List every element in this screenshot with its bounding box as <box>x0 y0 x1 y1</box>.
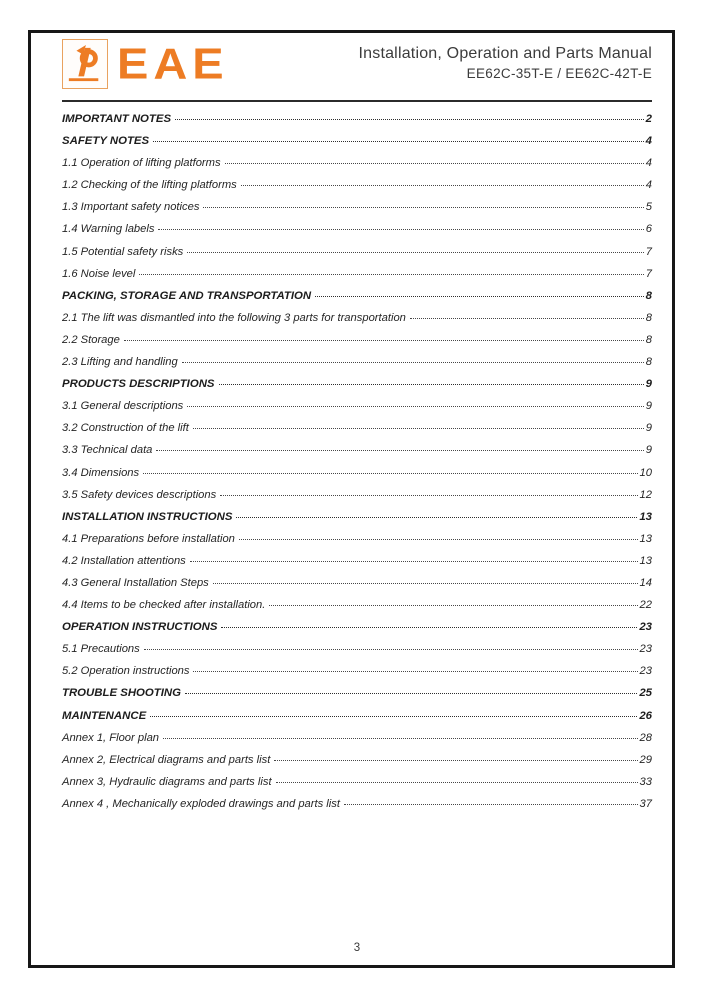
toc-entry-page: 8 <box>645 311 652 324</box>
model-numbers: EE62C-35T-E / EE62C-42T-E <box>466 66 652 81</box>
toc-entry-page: 14 <box>639 576 652 589</box>
toc-entry[interactable] <box>62 356 652 378</box>
toc-leader-dots <box>274 760 637 761</box>
toc-entry-page: 28 <box>639 731 652 744</box>
header-divider <box>62 100 652 102</box>
toc-entry-label: 3.5 Safety devices descriptions <box>62 488 217 501</box>
toc-entry-label: 1.3 Important safety notices <box>62 201 200 214</box>
toc-entry-page: 37 <box>639 797 652 810</box>
toc-leader-dots <box>182 362 644 363</box>
toc-entry-page: 9 <box>645 422 652 435</box>
toc-entry[interactable] <box>62 621 652 643</box>
page-number-footer: 3 <box>353 942 361 954</box>
toc-leader-dots <box>239 539 638 540</box>
toc-leader-dots <box>213 583 638 584</box>
toc-entry[interactable] <box>62 798 652 820</box>
toc-entry[interactable] <box>62 533 652 555</box>
toc-list <box>62 113 652 820</box>
toc-entry[interactable] <box>62 290 652 312</box>
toc-leader-dots <box>144 649 638 650</box>
toc-leader-dots <box>236 517 637 518</box>
toc-entry-label: TROUBLE SHOOTING <box>62 687 181 700</box>
toc-entry-label: Annex 4 , Mechanically exploded drawings and parts list <box>62 797 340 810</box>
toc-entry-page: 7 <box>645 245 652 258</box>
toc-leader-dots <box>193 428 644 429</box>
toc-entry-page: 10 <box>639 466 652 479</box>
toc-entry-page: 4 <box>645 157 652 170</box>
toc-entry-page: 5 <box>645 201 652 214</box>
toc-entry-page: 22 <box>639 599 652 612</box>
toc-entry-page: 7 <box>645 267 652 280</box>
toc-entry-page: 4 <box>645 179 652 192</box>
toc-leader-dots <box>241 185 644 186</box>
toc-entry-page: 6 <box>645 223 652 236</box>
toc-entry-label: IMPORTANT NOTES <box>62 113 172 125</box>
toc-leader-dots <box>185 693 637 694</box>
toc-leader-dots <box>187 406 644 407</box>
toc-leader-dots <box>410 318 644 319</box>
toc-entry-label: Annex 1, Floor plan <box>62 731 160 744</box>
manual-title: Installation, Operation and Parts Manual <box>358 45 652 62</box>
toc-leader-dots <box>139 274 643 275</box>
toc-entry[interactable] <box>62 135 652 157</box>
toc-entry[interactable] <box>62 157 652 179</box>
toc-entry[interactable] <box>62 201 652 223</box>
toc-entry-page: 8 <box>645 356 652 369</box>
toc-entry-page: 8 <box>645 289 652 302</box>
toc-entry-page: 9 <box>645 400 652 413</box>
toc-entry-page: 9 <box>645 378 652 391</box>
toc-entry-page: 23 <box>639 643 652 656</box>
toc-leader-dots <box>344 804 638 805</box>
toc-entry-page: 2 <box>645 113 652 125</box>
toc-leader-dots <box>163 738 638 739</box>
toc-entry[interactable] <box>62 665 652 687</box>
toc-entry-label: 1.6 Noise level <box>62 267 136 280</box>
toc-entry-label: Annex 3, Hydraulic diagrams and parts list <box>62 775 272 788</box>
toc-entry-label: 5.2 Operation instructions <box>62 665 190 678</box>
toc-entry-page: 23 <box>639 665 652 678</box>
toc-entry[interactable] <box>62 687 652 709</box>
toc-entry-label: INSTALLATION INSTRUCTIONS <box>62 510 233 523</box>
logo-wordmark: EAE <box>117 39 229 88</box>
toc-entry[interactable] <box>62 334 652 356</box>
toc-entry-page: 33 <box>639 775 652 788</box>
toc-leader-dots <box>315 296 644 297</box>
toc-entry-label: PACKING, STORAGE AND TRANSPORTATION <box>62 289 312 302</box>
toc-entry[interactable] <box>62 378 652 400</box>
toc-leader-dots <box>150 716 637 717</box>
toc-entry[interactable] <box>62 776 652 798</box>
toc-entry[interactable] <box>62 467 652 489</box>
toc-leader-dots <box>153 141 644 142</box>
toc-entry[interactable] <box>62 400 652 422</box>
toc-entry[interactable] <box>62 732 652 754</box>
toc-entry-label: 4.3 General Installation Steps <box>62 576 209 589</box>
header-titles <box>359 39 653 82</box>
toc-leader-dots <box>175 119 644 120</box>
toc-leader-dots <box>220 495 637 496</box>
toc-leader-dots <box>225 163 644 164</box>
toc-entry-page: 12 <box>639 488 652 501</box>
page-content <box>62 33 652 965</box>
toc-entry[interactable] <box>62 179 652 201</box>
toc-entry[interactable] <box>62 489 652 511</box>
toc-entry-label: 1.4 Warning labels <box>62 223 155 236</box>
eae-logo <box>62 39 229 89</box>
toc-entry[interactable] <box>62 422 652 444</box>
toc-entry-label: 2.2 Storage <box>62 333 120 346</box>
toc-leader-dots <box>190 561 638 562</box>
toc-leader-dots <box>203 207 643 208</box>
toc-entry-page: 13 <box>639 554 652 567</box>
toc-entry[interactable] <box>62 643 652 665</box>
toc-entry-label: 3.1 General descriptions <box>62 400 184 413</box>
toc-entry-label: Annex 2, Electrical diagrams and parts list <box>62 753 271 766</box>
toc-entry-page: 13 <box>639 510 652 523</box>
toc-entry-page: 8 <box>645 333 652 346</box>
toc-entry-label: SAFETY NOTES <box>62 135 150 148</box>
toc-entry-label: MAINTENANCE <box>62 709 147 722</box>
toc-entry[interactable] <box>62 577 652 599</box>
toc-entry-label: 4.2 Installation attentions <box>62 554 186 567</box>
toc-entry[interactable] <box>62 444 652 466</box>
toc-entry-label: 1.1 Operation of lifting platforms <box>62 157 221 170</box>
toc-entry[interactable] <box>62 511 652 533</box>
toc-entry[interactable] <box>62 223 652 245</box>
toc-leader-dots <box>193 671 637 672</box>
toc-entry-page: 9 <box>645 444 652 457</box>
toc-entry-label: 4.4 Items to be checked after installation. <box>62 599 266 612</box>
toc-entry-page: 26 <box>639 709 652 722</box>
toc-entry[interactable] <box>62 246 652 268</box>
toc-entry[interactable] <box>62 754 652 776</box>
toc-entry-label: 3.2 Construction of the lift <box>62 422 189 435</box>
toc-leader-dots <box>187 252 644 253</box>
toc-leader-dots <box>221 627 637 628</box>
toc-entry-label: PRODUCTS DESCRIPTIONS <box>62 378 215 391</box>
header <box>62 39 652 91</box>
toc-entry-label: 4.1 Preparations before installation <box>62 532 235 545</box>
toc-entry-label: 2.3 Lifting and handling <box>62 356 178 369</box>
toc-entry-page: 13 <box>639 532 652 545</box>
toc-entry-page: 25 <box>639 687 652 700</box>
page-frame <box>28 30 675 968</box>
toc-entry-label: OPERATION INSTRUCTIONS <box>62 621 218 634</box>
toc-entry-label: 1.5 Potential safety risks <box>62 245 184 258</box>
toc-leader-dots <box>276 782 638 783</box>
toc-entry[interactable] <box>62 113 652 135</box>
toc-entry[interactable] <box>62 710 652 732</box>
toc-leader-dots <box>158 229 643 230</box>
toc-entry-label: 3.3 Technical data <box>62 444 153 457</box>
toc-entry[interactable] <box>62 268 652 290</box>
toc-leader-dots <box>124 340 644 341</box>
toc-entry[interactable] <box>62 555 652 577</box>
toc-entry-label: 1.2 Checking of the lifting platforms <box>62 179 237 192</box>
toc-leader-dots <box>219 384 644 385</box>
toc-leader-dots <box>156 450 643 451</box>
toc-leader-dots <box>143 473 637 474</box>
eae-emblem-icon <box>66 43 104 85</box>
toc-entry-page: 4 <box>645 135 652 148</box>
toc-entry-label: 5.1 Precautions <box>62 643 140 656</box>
toc-entry-label: 2.1 The lift was dismantled into the following 3 parts for transportation <box>62 311 406 324</box>
toc-entry-page: 29 <box>639 753 652 766</box>
toc-entry-label: 3.4 Dimensions <box>62 466 140 479</box>
toc-entry[interactable] <box>62 599 652 621</box>
toc-entry-page: 23 <box>639 621 652 634</box>
logo-emblem-box <box>62 39 108 89</box>
toc-entry[interactable] <box>62 312 652 334</box>
toc-leader-dots <box>269 605 637 606</box>
